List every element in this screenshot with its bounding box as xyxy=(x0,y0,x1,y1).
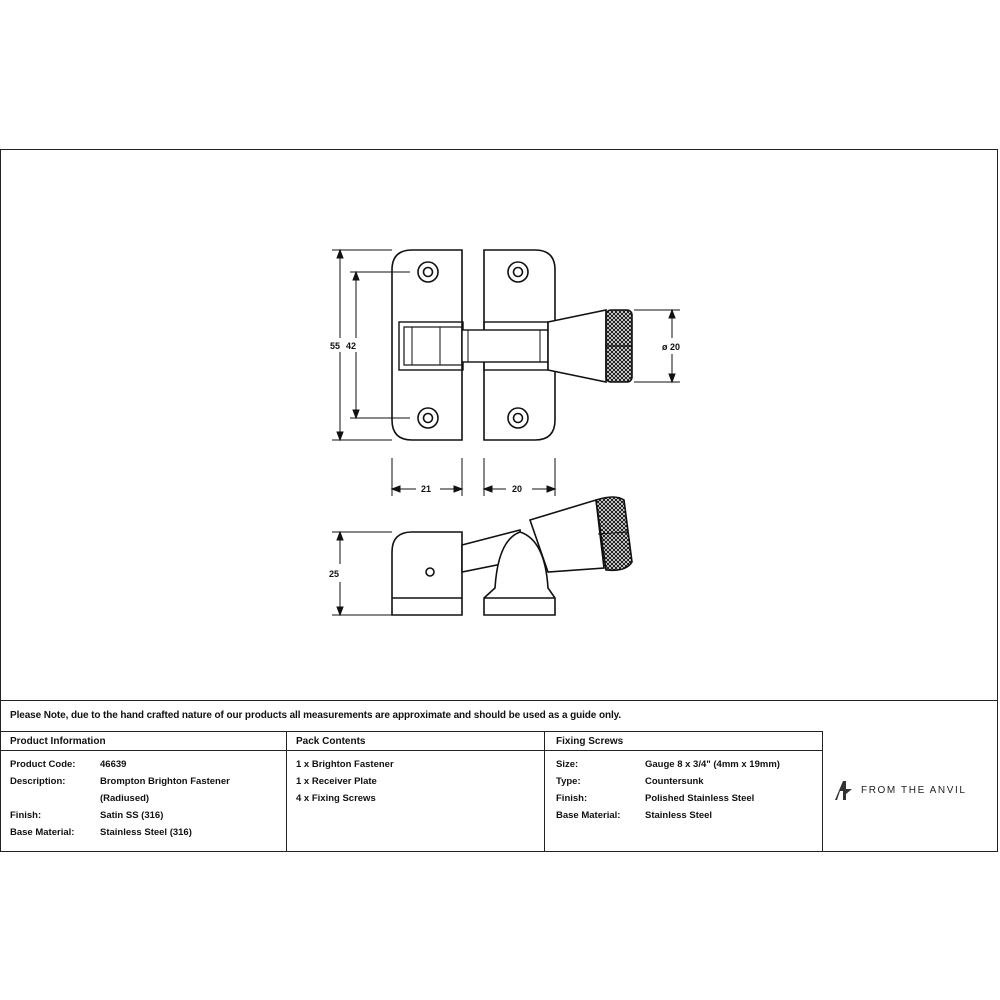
product-code-label: Product Code: xyxy=(10,759,76,770)
dim-20: 20 xyxy=(512,484,523,494)
dim-dia-20: ø 20 xyxy=(662,342,681,352)
size-label: Size: xyxy=(556,759,579,770)
brand-name: FROM THE ANVIL xyxy=(861,784,967,796)
pack-item: 1 x Receiver Plate xyxy=(296,776,377,787)
anvil-a-logo-icon xyxy=(833,779,853,801)
dim-25: 25 xyxy=(329,569,340,579)
divider-col1 xyxy=(286,731,287,851)
description-value-cont: (Radiused) xyxy=(100,793,150,804)
side-dimensions xyxy=(332,532,392,615)
size-value: Gauge 8 x 3/4" (4mm x 19mm) xyxy=(645,759,780,770)
divider-col3 xyxy=(822,731,823,851)
fixing-screws-header: Fixing Screws xyxy=(556,736,624,747)
type-value: Countersunk xyxy=(645,776,704,787)
side-view xyxy=(392,497,632,615)
product-info-header: Product Information xyxy=(10,736,106,747)
measurement-note: Please Note, due to the hand crafted nature of our products all measurements are approximate and should be used as a guide only. xyxy=(10,710,622,721)
finish-value: Satin SS (316) xyxy=(100,810,164,821)
screw-base-material-label: Base Material: xyxy=(556,810,621,821)
screw-finish-value: Polished Stainless Steel xyxy=(645,793,755,804)
type-label: Type: xyxy=(556,776,581,787)
screw-finish-label: Finish: xyxy=(556,793,588,804)
front-view xyxy=(392,250,632,440)
description-value: Brompton Brighton Fastener xyxy=(100,776,230,787)
dim-42: 42 xyxy=(346,341,357,351)
screw-base-material-value: Stainless Steel xyxy=(645,810,713,821)
left-plate xyxy=(392,250,462,440)
divider-headers xyxy=(0,750,822,751)
pack-item: 4 x Fixing Screws xyxy=(296,793,376,804)
divider-note xyxy=(0,731,822,732)
divider-col2 xyxy=(544,731,545,851)
dim-21: 21 xyxy=(421,484,432,494)
pack-contents-header: Pack Contents xyxy=(296,736,366,747)
product-code-value: 46639 xyxy=(100,759,127,770)
divider-top xyxy=(0,700,998,701)
finish-label: Finish: xyxy=(10,810,42,821)
brand-logo xyxy=(833,779,967,801)
base-material-value: Stainless Steel (316) xyxy=(100,827,192,838)
dim-55: 55 xyxy=(330,341,341,351)
description-label: Description: xyxy=(10,776,66,787)
base-material-label: Base Material: xyxy=(10,827,75,838)
pack-item: 1 x Brighton Fastener xyxy=(296,759,394,770)
